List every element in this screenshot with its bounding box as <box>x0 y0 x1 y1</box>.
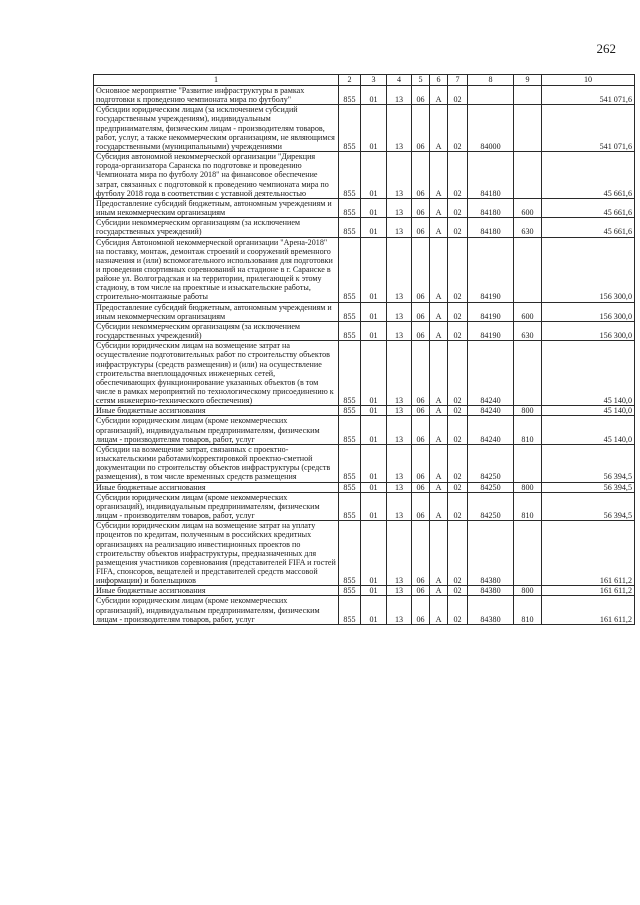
row-description: Субсидия автономной некоммерческой организации "Дирекция города-организатора Саранска по подготовке и проведению Чемпионата мира по футболу 2018" на финансовое обеспечение затрат, связанных с подготовкой к проведению чемпионата мира по футболу 2018 года в соответствии с уставной деятельностью <box>94 152 339 199</box>
event-code: 02 <box>448 302 468 321</box>
expense-type-code: 600 <box>514 302 542 321</box>
subprogram-code: А <box>430 596 448 624</box>
ministry-code: 855 <box>339 416 361 444</box>
table-row <box>94 237 635 302</box>
subsection-code: 13 <box>387 444 412 482</box>
event-code: 02 <box>448 105 468 152</box>
row-description: Субсидия Автономной некоммерческой организации "Арена-2018" на поставку, монтаж, демонтаж строений и сооружений временного назначения и (или) вспомогательного использования для подготовки и проведения спортивных соревнований на стадионе в г. Саранске в районе ул. Волгоградская и на территории, прилегающей к этому стадиону, в том числе на проектные и изыскательские работы, строительно-монтажные работы <box>94 237 339 302</box>
table-row <box>94 586 635 596</box>
amount-value: 541 071,6 <box>542 86 635 105</box>
expense-type-code <box>514 341 542 406</box>
expense-type-code <box>514 444 542 482</box>
event-code: 02 <box>448 218 468 237</box>
amount-value: 156 300,0 <box>542 321 635 340</box>
program-code: 06 <box>412 596 430 624</box>
direction-code: 84180 <box>468 198 514 217</box>
table-row <box>94 198 635 217</box>
section-code: 01 <box>361 198 387 217</box>
subsection-code: 13 <box>387 406 412 416</box>
table-row <box>94 105 635 152</box>
subsection-code: 13 <box>387 218 412 237</box>
amount-value: 156 300,0 <box>542 237 635 302</box>
program-code: 06 <box>412 86 430 105</box>
section-code: 01 <box>361 302 387 321</box>
amount-value: 161 611,2 <box>542 586 635 596</box>
expense-type-code <box>514 521 542 586</box>
amount-value: 45 140,0 <box>542 406 635 416</box>
amount-value: 161 611,2 <box>542 521 635 586</box>
row-description: Субсидии на возмещение затрат, связанных с проектно-изыскательскими работами/корректировкой проектно-сметной документации по строительству объектов инфраструктуры (средств размещения), в том числе временных средств размещения <box>94 444 339 482</box>
ministry-code: 855 <box>339 521 361 586</box>
section-code: 01 <box>361 416 387 444</box>
column-header-6: 6 <box>430 75 448 86</box>
table-row <box>94 444 635 482</box>
subsection-code: 13 <box>387 152 412 199</box>
section-code: 01 <box>361 341 387 406</box>
expense-type-code <box>514 105 542 152</box>
ministry-code: 855 <box>339 406 361 416</box>
row-description: Субсидии юридическим лицам (кроме некоммерческих организаций), индивидуальным предпринимателям, физическим лицам - производителям товаров, работ, услуг <box>94 596 339 624</box>
amount-value: 45 140,0 <box>542 341 635 406</box>
program-code: 06 <box>412 586 430 596</box>
column-header-4: 4 <box>387 75 412 86</box>
direction-code: 84250 <box>468 492 514 520</box>
expense-type-code: 810 <box>514 492 542 520</box>
subsection-code: 13 <box>387 105 412 152</box>
subsection-code: 13 <box>387 341 412 406</box>
section-code: 01 <box>361 521 387 586</box>
subsection-code: 13 <box>387 302 412 321</box>
row-description: Предоставление субсидий бюджетным, автономным учреждениям и иным некоммерческим организациям <box>94 198 339 217</box>
subprogram-code: А <box>430 444 448 482</box>
expense-type-code <box>514 152 542 199</box>
event-code: 02 <box>448 596 468 624</box>
subprogram-code: А <box>430 198 448 217</box>
row-description: Иные бюджетные ассигнования <box>94 482 339 492</box>
subsection-code: 13 <box>387 416 412 444</box>
program-code: 06 <box>412 237 430 302</box>
event-code: 02 <box>448 492 468 520</box>
event-code: 02 <box>448 586 468 596</box>
expense-type-code: 630 <box>514 321 542 340</box>
expense-type-code: 810 <box>514 416 542 444</box>
ministry-code: 855 <box>339 198 361 217</box>
subprogram-code: А <box>430 302 448 321</box>
subsection-code: 13 <box>387 482 412 492</box>
table-row <box>94 341 635 406</box>
section-code: 01 <box>361 492 387 520</box>
event-code: 02 <box>448 341 468 406</box>
direction-code <box>468 86 514 105</box>
event-code: 02 <box>448 321 468 340</box>
section-code: 01 <box>361 444 387 482</box>
program-code: 06 <box>412 444 430 482</box>
table-row <box>94 482 635 492</box>
direction-code: 84180 <box>468 218 514 237</box>
event-code: 02 <box>448 406 468 416</box>
row-description: Субсидии некоммерческим организациям (за исключением государственных учреждений) <box>94 321 339 340</box>
subprogram-code: А <box>430 521 448 586</box>
program-code: 06 <box>412 302 430 321</box>
event-code: 02 <box>448 152 468 199</box>
program-code: 06 <box>412 218 430 237</box>
amount-value: 56 394,5 <box>542 482 635 492</box>
ministry-code: 855 <box>339 86 361 105</box>
section-code: 01 <box>361 237 387 302</box>
program-code: 06 <box>412 482 430 492</box>
program-code: 06 <box>412 152 430 199</box>
direction-code: 84180 <box>468 152 514 199</box>
header-row <box>94 75 635 86</box>
table-row <box>94 218 635 237</box>
subsection-code: 13 <box>387 596 412 624</box>
table-row <box>94 302 635 321</box>
amount-value: 161 611,2 <box>542 596 635 624</box>
direction-code: 84000 <box>468 105 514 152</box>
subprogram-code: А <box>430 586 448 596</box>
column-header-8: 8 <box>468 75 514 86</box>
expense-type-code: 600 <box>514 198 542 217</box>
table-row <box>94 492 635 520</box>
direction-code: 84240 <box>468 341 514 406</box>
program-code: 06 <box>412 492 430 520</box>
program-code: 06 <box>412 321 430 340</box>
subsection-code: 13 <box>387 321 412 340</box>
row-description: Субсидии юридическим лицам (кроме некоммерческих организаций), индивидуальным предпринимателям, физическим лицам - производителям товаров, работ, услуг <box>94 416 339 444</box>
ministry-code: 855 <box>339 321 361 340</box>
subprogram-code: А <box>430 321 448 340</box>
section-code: 01 <box>361 406 387 416</box>
direction-code: 84240 <box>468 416 514 444</box>
event-code: 02 <box>448 521 468 586</box>
direction-code: 84380 <box>468 596 514 624</box>
section-code: 01 <box>361 482 387 492</box>
direction-code: 84380 <box>468 586 514 596</box>
amount-value: 45 661,6 <box>542 198 635 217</box>
column-header-1: 1 <box>94 75 339 86</box>
table-row <box>94 416 635 444</box>
direction-code: 84380 <box>468 521 514 586</box>
column-header-2: 2 <box>339 75 361 86</box>
row-description: Основное мероприятие "Развитие инфраструктуры в рамках подготовки к проведению чемпионата мира по футболу" <box>94 86 339 105</box>
expense-type-code <box>514 237 542 302</box>
subprogram-code: А <box>430 482 448 492</box>
column-header-9: 9 <box>514 75 542 86</box>
amount-value: 541 071,6 <box>542 105 635 152</box>
expense-type-code: 630 <box>514 218 542 237</box>
event-code: 02 <box>448 416 468 444</box>
amount-value: 56 394,5 <box>542 444 635 482</box>
program-code: 06 <box>412 198 430 217</box>
row-description: Иные бюджетные ассигнования <box>94 586 339 596</box>
direction-code: 84190 <box>468 321 514 340</box>
row-description: Субсидии юридическим лицам на возмещение затрат на уплату процентов по кредитам, полученным в российских кредитных организациях на реализацию инвестиционных проектов по строительству объектов инфраструктуры, предназначенных для размещения участников соревнования (представителей FIFA и гостей FIFA, спонсоров, вещателей и представителей средств массовой информации) и болельщиков <box>94 521 339 586</box>
subprogram-code: А <box>430 492 448 520</box>
direction-code: 84250 <box>468 444 514 482</box>
section-code: 01 <box>361 596 387 624</box>
table-row <box>94 86 635 105</box>
row-description: Иные бюджетные ассигнования <box>94 406 339 416</box>
program-code: 06 <box>412 521 430 586</box>
ministry-code: 855 <box>339 596 361 624</box>
ministry-code: 855 <box>339 302 361 321</box>
event-code: 02 <box>448 86 468 105</box>
row-description: Субсидии юридическим лицам на возмещение затрат на осуществление подготовительных работ по строительству объектов инфраструктуры (средств размещения) и (или) на осуществление строительства внеплощадочных инженерных сетей, обеспечивающих функционирование указанных объектов (в том числе в рамках мероприятий по технологическому присоединению к сетям инженерно-технического обеспечения) <box>94 341 339 406</box>
amount-value: 45 661,6 <box>542 218 635 237</box>
subprogram-code: А <box>430 416 448 444</box>
table-body <box>94 86 635 625</box>
column-header-5: 5 <box>412 75 430 86</box>
expense-type-code <box>514 86 542 105</box>
section-code: 01 <box>361 321 387 340</box>
direction-code: 84250 <box>468 482 514 492</box>
ministry-code: 855 <box>339 237 361 302</box>
ministry-code: 855 <box>339 444 361 482</box>
row-description: Субсидии юридическим лицам (за исключением субсидий государственным учреждениям), индивидуальным предпринимателям, физическим лицам - производителям товаров, работ, услуг, а также некоммерческим организациям, не являющимся государственными (муниципальными) учреждениями <box>94 105 339 152</box>
ministry-code: 855 <box>339 341 361 406</box>
section-code: 01 <box>361 218 387 237</box>
subprogram-code: А <box>430 341 448 406</box>
column-header-3: 3 <box>361 75 387 86</box>
program-code: 06 <box>412 416 430 444</box>
ministry-code: 855 <box>339 105 361 152</box>
amount-value: 56 394,5 <box>542 492 635 520</box>
subprogram-code: А <box>430 237 448 302</box>
section-code: 01 <box>361 152 387 199</box>
expense-type-code: 800 <box>514 482 542 492</box>
section-code: 01 <box>361 586 387 596</box>
page-number: 262 <box>596 41 616 56</box>
subprogram-code: А <box>430 406 448 416</box>
section-code: 01 <box>361 105 387 152</box>
direction-code: 84190 <box>468 302 514 321</box>
ministry-code: 855 <box>339 218 361 237</box>
program-code: 06 <box>412 105 430 152</box>
subsection-code: 13 <box>387 86 412 105</box>
column-header-10: 10 <box>542 75 635 86</box>
amount-value: 45 140,0 <box>542 416 635 444</box>
expense-type-code: 800 <box>514 586 542 596</box>
expense-type-code: 810 <box>514 596 542 624</box>
ministry-code: 855 <box>339 586 361 596</box>
subsection-code: 13 <box>387 198 412 217</box>
event-code: 02 <box>448 237 468 302</box>
subprogram-code: А <box>430 152 448 199</box>
subsection-code: 13 <box>387 237 412 302</box>
amount-value: 45 661,6 <box>542 152 635 199</box>
table-row <box>94 321 635 340</box>
amount-value: 156 300,0 <box>542 302 635 321</box>
subprogram-code: А <box>430 218 448 237</box>
row-description: Субсидии некоммерческим организациям (за исключением государственных учреждений) <box>94 218 339 237</box>
table-row <box>94 521 635 586</box>
subsection-code: 13 <box>387 586 412 596</box>
direction-code: 84190 <box>468 237 514 302</box>
program-code: 06 <box>412 406 430 416</box>
row-description: Предоставление субсидий бюджетным, автономным учреждениям и иным некоммерческим организациям <box>94 302 339 321</box>
event-code: 02 <box>448 482 468 492</box>
subprogram-code: А <box>430 105 448 152</box>
table-row <box>94 152 635 199</box>
section-code: 01 <box>361 86 387 105</box>
subsection-code: 13 <box>387 492 412 520</box>
event-code: 02 <box>448 198 468 217</box>
row-description: Субсидии юридическим лицам (кроме некоммерческих организаций), индивидуальным предпринимателям, физическим лицам - производителям товаров, работ, услуг <box>94 492 339 520</box>
ministry-code: 855 <box>339 482 361 492</box>
budget-table <box>93 74 635 625</box>
expense-type-code: 800 <box>514 406 542 416</box>
subsection-code: 13 <box>387 521 412 586</box>
event-code: 02 <box>448 444 468 482</box>
program-code: 06 <box>412 341 430 406</box>
ministry-code: 855 <box>339 492 361 520</box>
direction-code: 84240 <box>468 406 514 416</box>
subprogram-code: А <box>430 86 448 105</box>
table-row <box>94 596 635 624</box>
ministry-code: 855 <box>339 152 361 199</box>
table-row <box>94 406 635 416</box>
column-header-7: 7 <box>448 75 468 86</box>
